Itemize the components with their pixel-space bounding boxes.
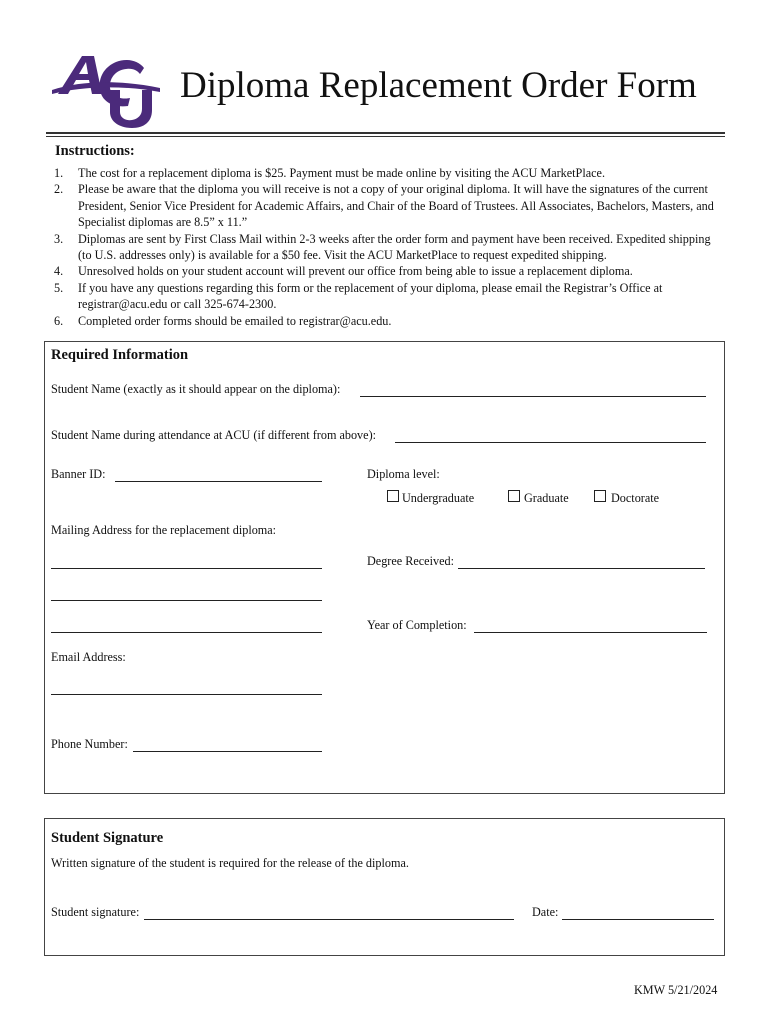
- year-of-completion-field[interactable]: [474, 619, 707, 633]
- date-field[interactable]: [562, 906, 714, 920]
- phone-number-field[interactable]: [133, 738, 322, 752]
- degree-received-label: Degree Received:: [367, 554, 454, 568]
- student-name-label: Student Name (exactly as it should appear on the diploma):: [51, 382, 341, 396]
- graduate-label: Graduate: [524, 491, 569, 505]
- mailing-address-line-2[interactable]: [51, 588, 322, 601]
- banner-id-label: Banner ID:: [51, 467, 106, 481]
- student-signature-heading: Student Signature: [51, 830, 164, 846]
- acu-logo: [52, 50, 162, 130]
- header-divider: [46, 132, 725, 134]
- attendance-name-field[interactable]: [395, 429, 706, 443]
- instruction-item: 5. If you have any questions regarding this form or the replacement of your diploma, please email the Registrar’s Office at registrar@acu.edu or call 325-674-2300.: [54, 280, 663, 312]
- mailing-address-label: Mailing Address for the replacement diploma:: [51, 523, 277, 537]
- instruction-item: 1. The cost for a replacement diploma is $25. Payment must be made online by visiting the ACU MarketPlace.: [54, 166, 605, 180]
- phone-number-label: Phone Number:: [51, 737, 128, 751]
- email-address-label: Email Address:: [51, 650, 126, 664]
- student-signature-field[interactable]: [144, 906, 514, 920]
- degree-received-field[interactable]: [458, 555, 705, 569]
- doctorate-label: Doctorate: [611, 491, 660, 505]
- instruction-item: 4. Unresolved holds on your student account will prevent our office from being able to issue a replacement diploma.: [54, 264, 633, 279]
- header-divider-thin: [46, 136, 725, 137]
- required-information-heading: Required Information: [51, 347, 189, 363]
- year-of-completion-label: Year of Completion:: [367, 618, 467, 632]
- instructions-list: [54, 165, 724, 329]
- banner-id-field[interactable]: [115, 468, 322, 482]
- instruction-item: 2. Please be aware that the diploma you will receive is not a copy of your original diploma. It will have the signatures of the current President, Senior Vice President for Academic Affairs, and Chair of the Board of Trustees. All Associates, Bachelors, Masters, and Specialist diplomas are 8.5” x 11.”: [54, 182, 714, 230]
- form-version-footer: KMW 5/21/2024: [634, 983, 718, 997]
- email-address-field[interactable]: [51, 682, 322, 695]
- page-title: Diploma Replacement Order Form: [180, 65, 697, 106]
- student-signature-label: Student signature:: [51, 905, 140, 919]
- signature-note: Written signature of the student is required for the release of the diploma.: [51, 856, 409, 870]
- graduate-checkbox[interactable]: [508, 490, 520, 502]
- instruction-item: 3. Diplomas are sent by First Class Mail within 2-3 weeks after the order form and payment have been received. Expedited shipping (to U.S. addresses only) is available for a $50 fee. Visit the ACU MarketPlace to request expedited shipping.: [54, 231, 711, 263]
- instructions-heading: Instructions:: [55, 143, 135, 159]
- undergraduate-checkbox[interactable]: [387, 490, 399, 502]
- date-label: Date:: [532, 905, 559, 919]
- diploma-level-label: Diploma level:: [367, 467, 440, 481]
- undergraduate-label: Undergraduate: [402, 491, 475, 505]
- student-name-field[interactable]: [360, 383, 706, 397]
- instruction-item: 6. Completed order forms should be emailed to registrar@acu.edu.: [54, 313, 392, 328]
- attendance-name-label: Student Name during attendance at ACU (if different from above):: [51, 428, 377, 442]
- doctorate-checkbox[interactable]: [594, 490, 606, 502]
- mailing-address-line-3[interactable]: [51, 620, 322, 633]
- mailing-address-line-1[interactable]: [51, 556, 322, 569]
